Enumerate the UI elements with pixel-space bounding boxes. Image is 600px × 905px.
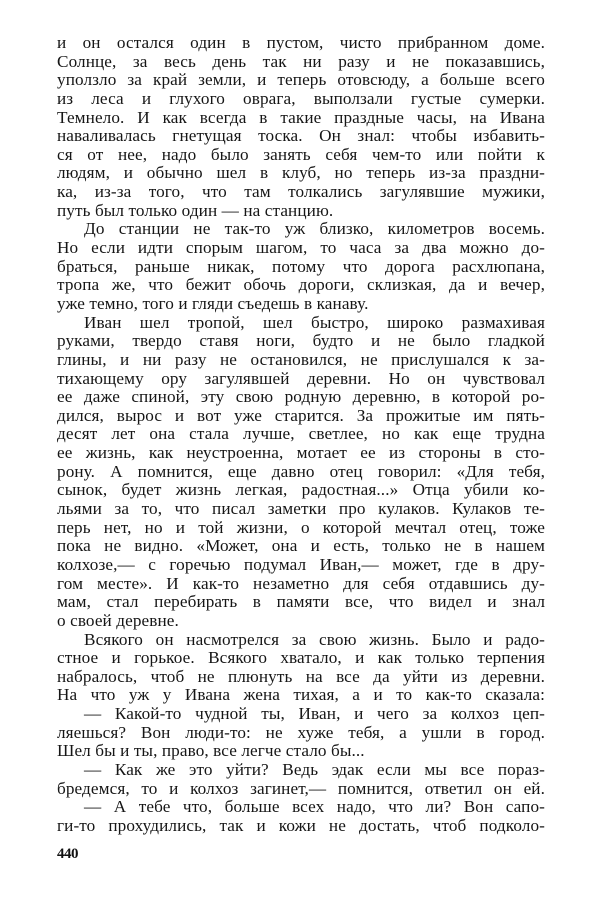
text-line: наваливалась гнетущая тоска. Он знал: чтобы избавить-	[57, 126, 545, 146]
text-line: дился, вырос и вот уже старится. За прожитые им пять-	[57, 405, 545, 425]
text-line: ляешься? Вон люди-то: не хуже тебя, а ушли в город.	[57, 722, 545, 742]
text-line: сынок, будет жизнь легкая, радостная...» Отца убили ко-	[57, 480, 545, 500]
text-line: тропа же, что бежит обочь дороги, склизкая, да и вечер,	[57, 275, 545, 295]
paragraph-first-line: — А тебе что, больше всех надо, что ли? Вон сапо-	[84, 797, 545, 817]
text-line: гом месте». И как-то незаметно для себя отдавшись ду-	[57, 573, 545, 593]
paragraph-first-line: — Какой-то чудной ты, Иван, и чего за колхоз цеп-	[84, 704, 545, 724]
text-line: набралось, чтоб не плюнуть на все да уйти из деревни.	[57, 666, 545, 686]
text-line: браться, раньше никак, потому что дорога расхлюпана,	[57, 256, 545, 276]
text-line: рону. А помнится, еще давно отец говорил: «Для тебя,	[57, 461, 545, 481]
paragraph-first-line: — Как же это уйти? Ведь эдак если мы все пораз-	[84, 759, 545, 779]
text-line: о своей деревне.	[57, 610, 179, 630]
text-line: стное и горькое. Всякого хватало, и как только терпения	[57, 648, 545, 668]
paragraph-first-line: До станции не так-то уж близко, километров восемь.	[84, 219, 545, 239]
text-line: бредемся, то и колхоз загинет,— помнится, ответил он ей.	[57, 778, 545, 798]
text-line: из леса и глухого оврага, выползали густые сумерки.	[57, 88, 545, 108]
page-number: 440	[57, 846, 78, 862]
text-line: и он остался один в пустом, чисто прибранном доме.	[57, 33, 545, 52]
text-line: ся от нее, надо было занять себя чем-то или пойти к	[57, 144, 545, 164]
text-line: колхозе,— с горечью подумал Иван,— может, где в дру-	[57, 554, 545, 574]
text-line: пока не видно. «Может, она и есть, только не в нашем	[57, 536, 545, 556]
text-line: десят лет она стала лучше, светлее, но как еще трудна	[57, 424, 545, 444]
text-line: мам, стал перебирать в памяти все, что видел и знал	[57, 592, 545, 612]
text-line: льями за то, что писал заметки про кулаков. Кулаков те-	[57, 499, 545, 519]
text-line: тихающему ору загулявшей деревни. Но он чувствовал	[57, 368, 545, 388]
text-line: ее жизнь, как неустроенна, мотает ее из стороны в сто-	[57, 443, 545, 463]
text-line: ка, из-за того, что там толкались загулявшие мужики,	[57, 182, 545, 202]
text-line: руками, твердо ставя ноги, будто и не было гладкой	[57, 331, 545, 351]
text-line: ее даже спиной, эту свою родную деревню, в которой ро-	[57, 387, 545, 407]
text-line: Шел бы и ты, право, все легче стало бы...	[57, 741, 365, 761]
text-line: путь был только один — на станцию.	[57, 200, 334, 220]
text-line: Но если идти спорым шагом, то часа за два можно до-	[57, 238, 545, 258]
text-line: уже темно, того и гляди съедешь в канаву.	[57, 293, 369, 313]
text-line: перь нет, но и той жизни, о которой мечтал отец, тоже	[57, 517, 545, 537]
text-line: людям, и обычно шел в клуб, но теперь из-за праздни-	[57, 163, 545, 183]
text-line: Темнело. И как всегда в такие праздные часы, на Ивана	[57, 107, 545, 127]
text-line: На что уж у Ивана жена тихая, а и то как-то сказала:	[57, 685, 545, 705]
text-line: ги-то прохудились, так и кожи не достать, чтоб подколо-	[57, 815, 545, 835]
text-line: глины, и ни разу не остановился, не прислушался к за-	[57, 349, 545, 369]
paragraph-first-line: Всякого он насмотрелся за свою жизнь. Было и радо-	[84, 629, 545, 649]
book-page-text	[57, 34, 545, 836]
text-line: уползло за край земли, и теперь отовсюду, а больше всего	[57, 70, 545, 90]
paragraph-first-line: Иван шел тропой, шел быстро, широко размахивая	[84, 312, 545, 332]
text-line: Солнце, за весь день так ни разу и не показавшись,	[57, 51, 545, 71]
